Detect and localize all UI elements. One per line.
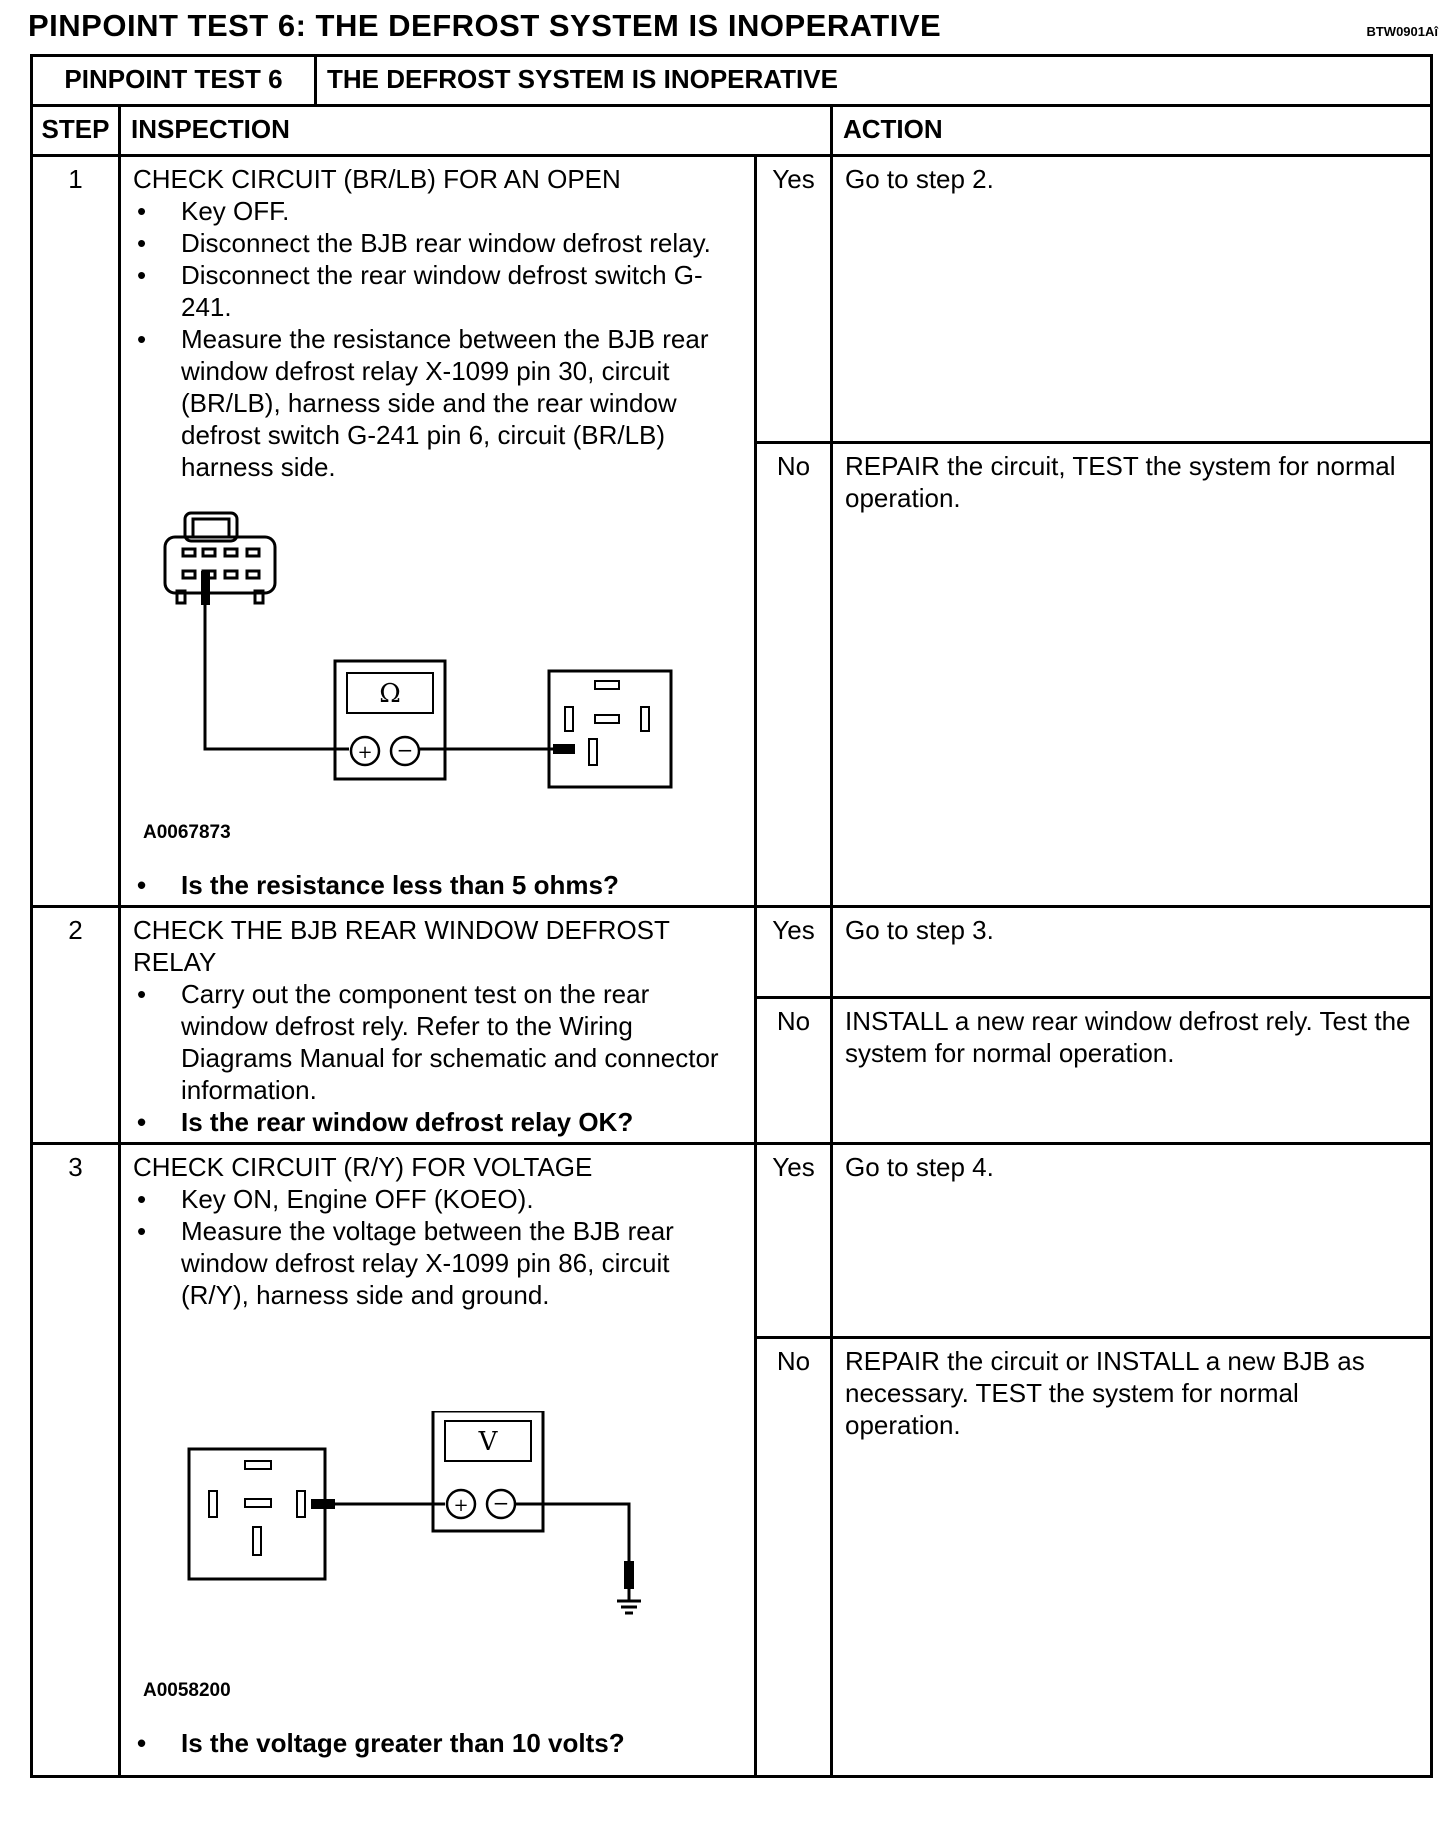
voltmeter-icon (433, 1411, 543, 1531)
col-inspection-header: INSPECTION (120, 106, 832, 156)
step-inspection (120, 156, 756, 907)
no-action: INSTALL a new rear window defrost rely. Test the system for normal operation. (832, 997, 1432, 1143)
svg-text:+: + (453, 1495, 469, 1516)
step-row-3 (32, 1144, 1432, 1338)
resistance-measurement-diagram (133, 503, 693, 793)
step-number: 1 (32, 156, 120, 907)
figure-id: A0058200 (143, 1680, 231, 1701)
yes-action: Go to step 2. (832, 156, 1432, 443)
step-bullets (133, 1183, 742, 1311)
step-number: 2 (32, 907, 120, 1144)
meter-unit-symbol: V (478, 1427, 498, 1457)
bullet-item: • Carry out the component test on the rear window defrost rely. Refer to the Wiring Diagrams Manual for schematic and connector information. (133, 978, 742, 1106)
ground-icon (617, 1589, 641, 1613)
ohmmeter-icon (335, 661, 445, 779)
step-question-list (133, 1727, 742, 1759)
document-code: BTW0901Aî (1366, 24, 1438, 39)
test-title: THE DEFROST SYSTEM IS INOPERATIVE (316, 56, 1432, 106)
no-action: REPAIR the circuit or INSTALL a new BJB as necessary. TEST the system for normal operation. (832, 1337, 1432, 1776)
yes-action: Go to step 3. (832, 907, 1432, 998)
voltage-measurement-diagram (133, 1411, 693, 1651)
bullet-item: • Key OFF. (133, 195, 742, 227)
no-label: No (756, 1337, 832, 1776)
yes-label: Yes (756, 1144, 832, 1338)
pinpoint-test-table (30, 54, 1433, 1778)
bullet-item: • Measure the voltage between the BJB rear window defrost relay X-1099 pin 86, circuit (R/Y), harness side and ground. (133, 1215, 742, 1311)
switch-connector-icon (165, 513, 275, 603)
svg-text:+: + (357, 742, 373, 763)
relay-socket-icon (189, 1449, 325, 1579)
step-question-list (133, 869, 742, 901)
bullet-item: • Key ON, Engine OFF (KOEO). (133, 1183, 742, 1215)
step-number: 3 (32, 1144, 120, 1777)
relay-socket-icon (549, 671, 671, 787)
svg-text:−: − (396, 738, 414, 762)
step-question: • Is the voltage greater than 10 volts? (133, 1727, 742, 1759)
test-header-row (32, 56, 1432, 106)
bullet-item: • Disconnect the BJB rear window defrost relay. (133, 227, 742, 259)
yes-action: Go to step 4. (832, 1144, 1432, 1338)
col-step-header: STEP (32, 106, 120, 156)
step-question: • Is the rear window defrost relay OK? (133, 1106, 742, 1138)
page-title: PINPOINT TEST 6: THE DEFROST SYSTEM IS INOPERATIVE (28, 8, 942, 43)
step-row-1 (32, 156, 1432, 443)
col-action-header: ACTION (832, 106, 1432, 156)
no-label: No (756, 443, 832, 907)
bullet-item: • Disconnect the rear window defrost switch G-241. (133, 259, 742, 323)
yes-label: Yes (756, 156, 832, 443)
meter-unit-symbol: Ω (379, 679, 401, 709)
step-bullets (133, 195, 742, 483)
no-action: REPAIR the circuit, TEST the system for normal operation. (832, 443, 1432, 907)
step-question: • Is the resistance less than 5 ohms? (133, 869, 742, 901)
step-title: CHECK CIRCUIT (R/Y) FOR VOLTAGE (133, 1152, 593, 1182)
column-header-row (32, 106, 1432, 156)
svg-text:−: − (492, 1491, 510, 1515)
step-bullets (133, 978, 742, 1138)
step-inspection (120, 907, 756, 1144)
step-row-2 (32, 907, 1432, 998)
step-title: CHECK CIRCUIT (BR/LB) FOR AN OPEN (133, 164, 621, 194)
figure-id: A0067873 (143, 822, 231, 843)
no-label: No (756, 997, 832, 1143)
test-label: PINPOINT TEST 6 (32, 56, 316, 106)
step-inspection (120, 1144, 756, 1777)
yes-label: Yes (756, 907, 832, 998)
bullet-item: • Measure the resistance between the BJB rear window defrost relay X-1099 pin 30, circuit (BR/LB), harness side and the rear window defrost switch G-241 pin 6, circuit (BR/LB) harness side. (133, 323, 742, 483)
step-title: CHECK THE BJB REAR WINDOW DEFROST RELAY (133, 915, 670, 977)
